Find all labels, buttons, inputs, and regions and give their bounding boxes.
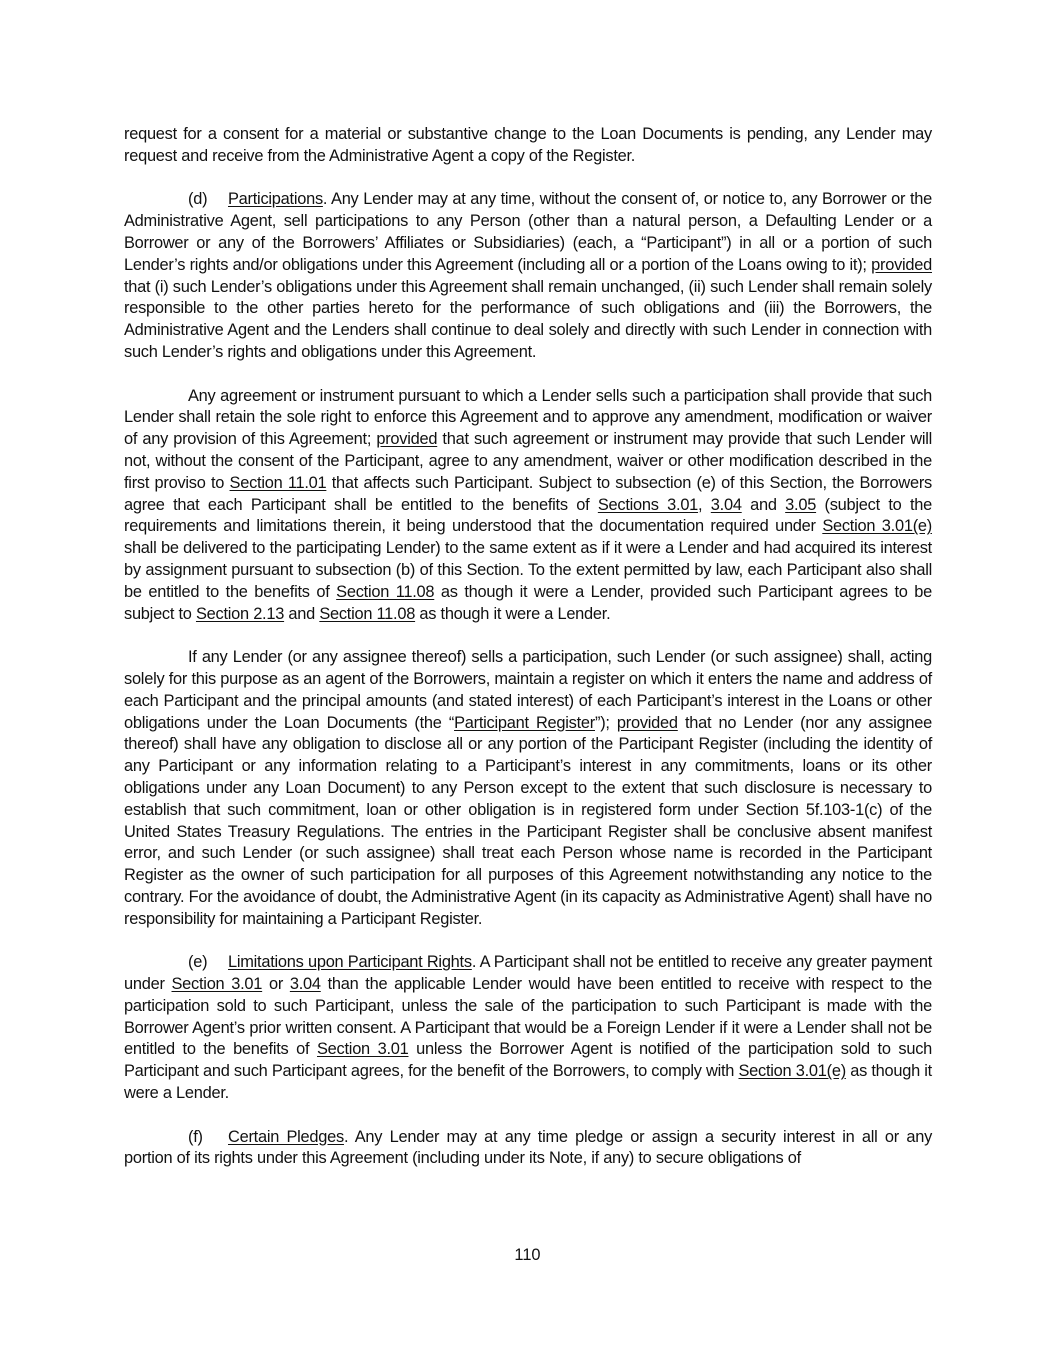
clause-label: (e)	[188, 953, 208, 972]
paragraph-certain-pledges: (f) Certain Pledges. Any Lender may at any time pledge or assign a security interest in all or any portion of its rights under this Agreement (including under its Note, if any) to secure obligations of	[124, 1127, 933, 1168]
page-number: 110	[514, 1246, 541, 1264]
section-reference: Section 11.08	[336, 582, 435, 601]
section-reference: Section 2.13	[195, 604, 285, 623]
section-heading: Certain Pledges	[228, 1127, 344, 1146]
section-reference: Section 11.08	[319, 604, 416, 623]
paragraph-register-request: request for a consent for a material or substantive change to the Loan Documents is pending, any Lender may request and receive from the Administrative Agent a copy of the Register.	[124, 125, 932, 165]
section-reference: 3.04	[710, 495, 742, 514]
section-reference: Section 3.01	[171, 975, 263, 994]
paragraph-participations: (d) Participations. Any Lender may at any time, without the consent of, or notice to, any Borrower or the Administrative Agent, sell participations to any Person (other than a natural person, a Defaulting Lender or a Borrower or any of the Borrowers’ Affiliates or Subsidiaries) (each, a “Participant”) in all or a portion of such Lender’s rights and/or obligations under this Agreement (including all or a portion of the Loans owing to it); provided that (i) such Lender’s obligations under this Agreement shall remain unchanged, (ii) such Lender shall remain solely responsible to the other parties hereto for the performance of such obligations and (iii) the Borrowers, the Administrative Agent and the Lenders shall continue to deal solely and directly with such Lender in connection with such Lender’s rights and obligations under this Agreement.	[124, 190, 932, 361]
section-heading: Limitations upon Participant Rights	[228, 953, 472, 972]
clause-label: (d)	[188, 190, 208, 209]
section-heading: Participations	[228, 190, 323, 209]
section-reference: Section 11.01	[229, 473, 327, 492]
clause-label: (f)	[188, 1127, 203, 1146]
section-reference: Sections 3.01	[597, 495, 699, 514]
defined-term: Participant Register	[454, 713, 595, 732]
paragraph-limitations: (e) Limitations upon Participant Rights. A Participant shall not be entitled to receive any greater payment under Section 3.01 or 3.04 than the applicable Lender would have been entitled to receive with respect to the participation sold to such Participant, unless the sale of the participation to such Participant is made with the Borrower Agent’s prior written consent. A Participant that would be a Foreign Lender if it were a Lender shall not be entitled to the benefits of Section 3.01 unless the Borrower Agent is notified of the participation sold to such Participant and such Participant agrees, for the benefit of the Borrowers, to comply with Section 3.01(e) as though it were a Lender.	[124, 953, 933, 1103]
section-reference: Section 3.01(e)	[738, 1062, 846, 1081]
paragraph-participant-register: If any Lender (or any assignee thereof) sells a participation, such Lender (or such assignee) shall, acting solely for this purpose as an agent of the Borrowers, maintain a register on which it enters the name and address of each Participant and the principal amounts (and stated interest) of each Participant’s interest in the Loans or other obligations under the Loan Documents (the “Participant Register”); provided that no Lender (nor any assignee thereof) shall have any obligation to disclose all or any portion of the Participant Register (including the identity of any Participant or any information relating to a Participant’s interest in any commitments, loans or its other obligations under any Loan Document) to any Person except to the extent that such disclosure is necessary to establish that such commitment, loan or other obligation is in registered form under Section 5f.103-1(c) of the United States Treasury Regulations. The entries in the Participant Register shall be conclusive absent manifest error, and such Lender (or such assignee) shall treat each Person whose name is recorded in the Participant Register as the owner of such participation for all purposes of this Agreement notwithstanding any notice to the contrary. For the avoidance of doubt, the Administrative Agent (in its capacity as Administrative Agent) shall have no responsibility for maintaining a Participant Register.	[124, 648, 932, 928]
document-page	[124, 124, 932, 1192]
section-reference: 3.04	[289, 975, 321, 994]
section-reference: Section 3.01(e)	[822, 517, 932, 536]
paragraph-participation-agreement: Any agreement or instrument pursuant to which a Lender sells such a participation shall provide that such Lender shall retain the sole right to enforce this Agreement and to approve any amendment, modification or waiver of any provision of this Agreement; provided that such agreement or instrument may provide that such Lender will not, without the consent of the Participant, agree to any amendment, waiver or other modification described in the first proviso to Section 11.01 that affects such Participant. Subject to subsection (e) of this Section, the Borrowers agree that each Participant shall be entitled to the benefits of Sections 3.01, 3.04 and 3.05 (subject to the requirements and limitations therein, it being understood that the documentation required under Section 3.01(e) shall be delivered to the participating Lender) to the same extent as if it were a Lender and had acquired its interest by assignment pursuant to subsection (b) of this Section. To the extent permitted by law, each Participant also shall be entitled to the benefits of Section 11.08 as though it were a Lender, provided such Participant agrees to be subject to Section 2.13 and Section 11.08 as though it were a Lender.	[124, 386, 932, 623]
section-reference: 3.05	[785, 495, 817, 514]
section-reference: Section 3.01	[317, 1040, 409, 1059]
